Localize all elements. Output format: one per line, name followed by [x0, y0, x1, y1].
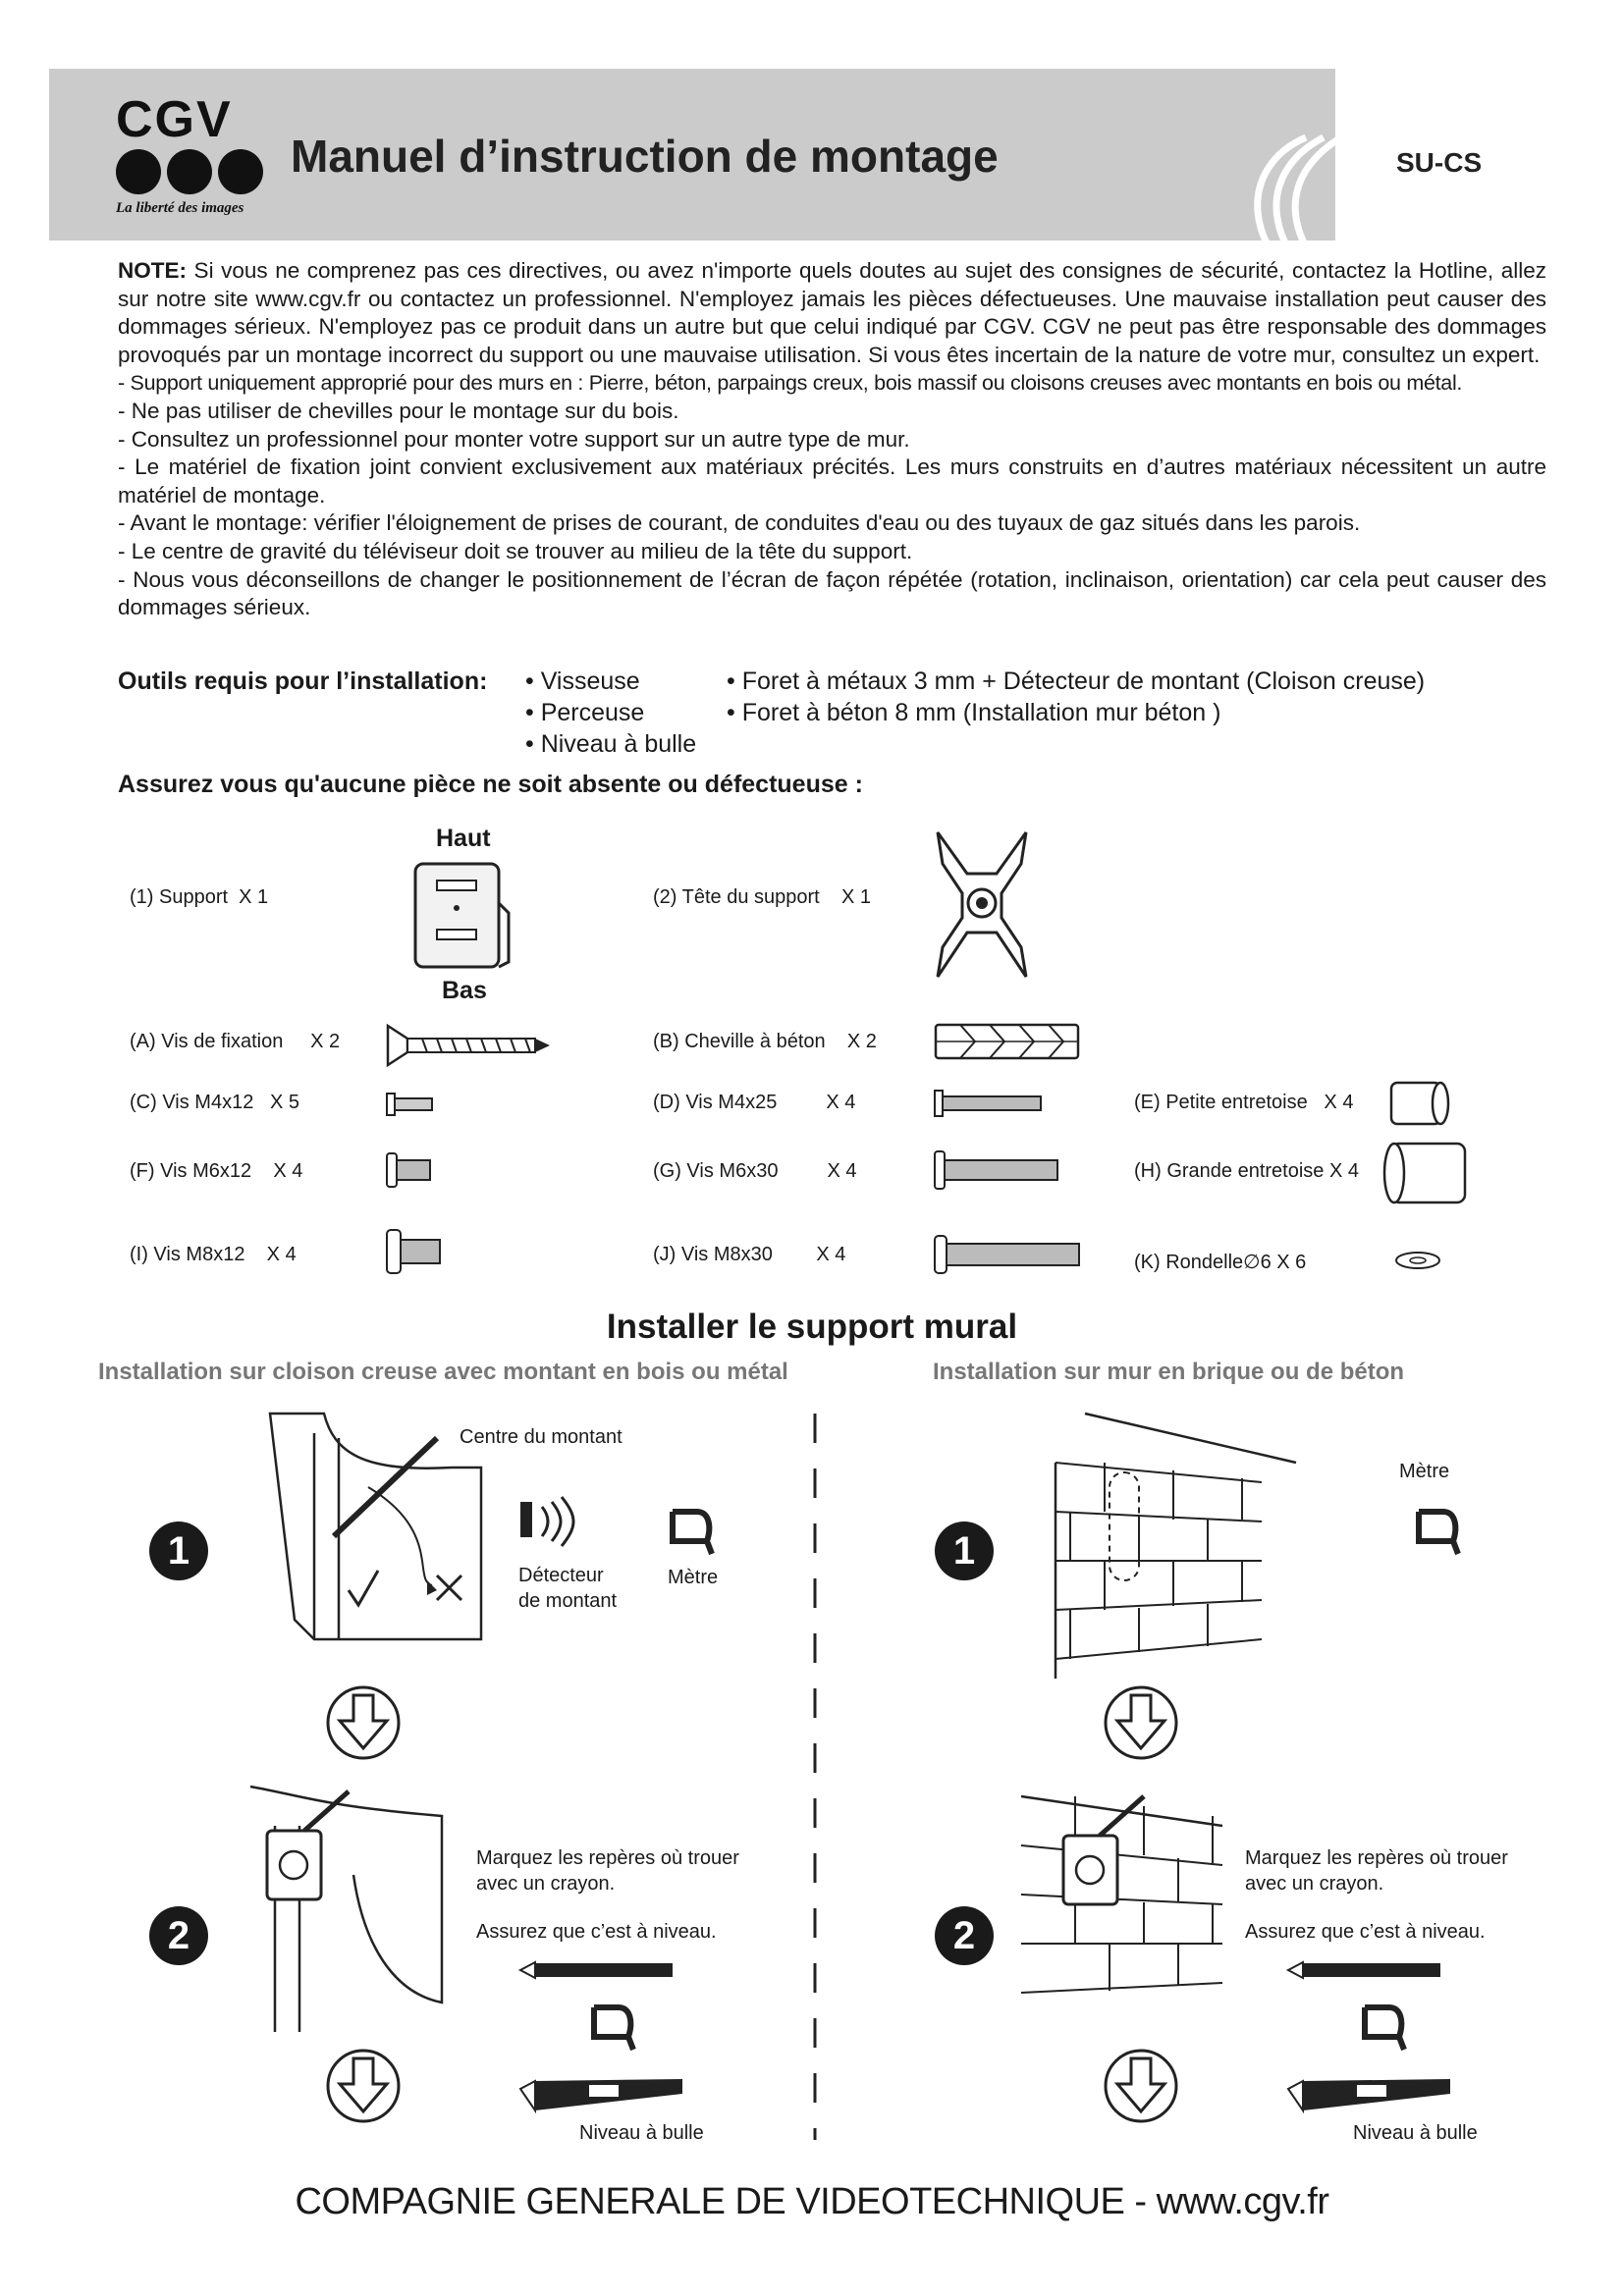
logo-brand: CGV — [116, 91, 233, 148]
note-line: - Le matériel de fixation joint convient exclusivement aux matériaux précités. Les murs construits en d’autres matériaux nécessitent un autre matériel de montage. — [118, 454, 1546, 507]
support-head-drawing — [928, 825, 1036, 982]
mark-label-left: Marquez les repères où trouer avec un crayon. — [476, 1847, 739, 1895]
plug-b-drawing — [931, 1017, 1088, 1066]
part-item: (1) Support X 1 — [130, 886, 269, 908]
part-item: (D) Vis M4x25 X 4 — [653, 1092, 856, 1113]
pencil-icon — [1288, 1960, 1445, 1980]
part-item: (G) Vis M6x30 X 4 — [653, 1160, 857, 1182]
step-2-badge: 2 — [149, 1906, 208, 1965]
tool-item: • Visseuse — [525, 667, 640, 695]
screw-j-drawing — [933, 1233, 1090, 1276]
screw-c-drawing — [385, 1090, 444, 1119]
stud-wall-mark-drawing — [245, 1787, 452, 2032]
model-code: SU-CS — [1396, 147, 1483, 178]
stud-wall-drawing — [265, 1414, 491, 1649]
tape-measure-icon — [1360, 2002, 1409, 2056]
page-title: Manuel d’instruction de montage — [291, 131, 999, 182]
tape-measure-icon — [668, 1507, 717, 1561]
logo-dots — [116, 149, 273, 194]
tool-item: • Niveau à bulle — [525, 730, 697, 758]
support-plate-drawing — [407, 859, 515, 972]
part-item: (2) Tête du support X 1 — [653, 886, 871, 908]
label-bas: Bas — [442, 977, 487, 1004]
spirit-level-icon — [1288, 2069, 1455, 2118]
part-item: (C) Vis M4x12 X 5 — [130, 1092, 300, 1113]
metre-label: Mètre — [668, 1567, 719, 1588]
note-line: - Avant le montage: vérifier l'éloignement de prises de courant, de conduites d'eau ou des tuyaux de gaz situés dans les parois. — [118, 510, 1361, 536]
detector-label: Détecteur de montant — [518, 1565, 618, 1612]
screw-i-drawing — [385, 1227, 454, 1276]
centre-label: Centre du montant — [460, 1426, 623, 1448]
part-item: (I) Vis M8x12 X 4 — [130, 1244, 297, 1265]
level-caption-left: Niveau à bulle — [579, 2122, 704, 2144]
note-line: - Support uniquement approprié pour des murs en : Pierre, béton, parpaings creux, bois massif ou cloisons creuses avec montants en bois ou métal. — [118, 371, 1463, 396]
swoosh-graphic — [1227, 137, 1335, 240]
part-item: (H) Grande entretoise X 4 — [1134, 1160, 1359, 1182]
note-line: - Nous vous déconseillons de changer le positionnement de l’écran de façon répétée (rotation, inclinaison, orientation) car cela peut causer des dommages sérieux. — [118, 566, 1546, 620]
logo-tagline: La liberté des images — [116, 200, 244, 216]
part-item: (F) Vis M6x12 X 4 — [130, 1160, 303, 1182]
screw-f-drawing — [385, 1150, 444, 1190]
tool-item: • Foret à métaux 3 mm + Détecteur de montant (Cloison creuse) — [727, 667, 1426, 695]
column-divider — [810, 1414, 820, 2140]
tools-list-1 — [525, 666, 696, 760]
note-line: - Consultez un professionnel pour monter votre support sur un autre type de mur. — [118, 426, 910, 452]
tape-measure-icon — [589, 2002, 638, 2056]
metre-label-right: Mètre — [1399, 1461, 1450, 1482]
part-item: (E) Petite entretoise X 4 — [1134, 1092, 1354, 1113]
note-line: - Ne pas utiliser de chevilles pour le montage sur du bois. — [118, 398, 679, 423]
part-item: (J) Vis M8x30 X 4 — [653, 1244, 846, 1265]
left-subtitle: Installation sur cloison creuse avec montant en bois ou métal — [98, 1359, 788, 1385]
tools-label: Outils requis pour l’installation: — [118, 667, 488, 695]
level-label-right: Assurez que c’est à niveau. — [1245, 1921, 1486, 1943]
down-arrow-icon — [1102, 2047, 1180, 2125]
spirit-level-icon — [520, 2069, 687, 2118]
tools-list-2 — [727, 666, 1425, 728]
step-1-badge: 1 — [149, 1522, 208, 1580]
tool-item: • Foret à béton 8 mm (Installation mur béton ) — [727, 699, 1221, 726]
tool-item: • Perceuse — [525, 699, 645, 726]
spacer-e-drawing — [1386, 1078, 1455, 1132]
spacer-h-drawing — [1380, 1139, 1478, 1207]
screw-g-drawing — [933, 1148, 1065, 1192]
note-line: - Le centre de gravité du téléviseur doit se trouver au milieu de la tête du support. — [118, 538, 913, 563]
install-title: Installer le support mural — [606, 1308, 1018, 1346]
level-caption-right: Niveau à bulle — [1353, 2122, 1478, 2144]
screw-a-drawing — [383, 1021, 560, 1070]
washer-k-drawing — [1392, 1249, 1446, 1273]
step-1-badge: 1 — [935, 1522, 994, 1580]
detector-icon — [520, 1492, 589, 1551]
label-haut: Haut — [436, 825, 491, 852]
tape-measure-icon — [1414, 1507, 1463, 1561]
brick-wall-mark-drawing — [1016, 1787, 1232, 2042]
note-intro: NOTE: Si vous ne comprenez pas ces directives, ou avez n'importe quels doutes au sujet des consignes de sécurité, contactez la Hotline, allez sur notre site www.cgv.fr ou contactez un professionnel. N'employez jamais les pièces défectueuses. Une mauvaise installation peut causer des dommages sérieux. N'employez pas ce produit dans un autre but que celui indiqué par CGV. CGV ne peut pas être responsable des dommages provoqués par un montage incorrect du support ou une mauvaise utilisation. Si vous êtes incertain de la nature de votre mur, consultez un expert. — [118, 258, 1546, 367]
pencil-icon — [520, 1960, 677, 1980]
part-item: (B) Cheville à béton X 2 — [653, 1031, 877, 1052]
right-subtitle: Installation sur mur en brique ou de béton — [933, 1359, 1405, 1385]
brick-wall-drawing — [1036, 1414, 1301, 1698]
parts-check-title: Assurez vous qu'aucune pièce ne soit absente ou défectueuse : — [118, 771, 863, 798]
footer-company: COMPAGNIE GENERALE DE VIDEOTECHNIQUE - www.cgv.fr — [295, 2181, 1329, 2222]
safety-note — [118, 257, 1546, 622]
screw-d-drawing — [933, 1088, 1051, 1119]
down-arrow-icon — [1102, 1683, 1180, 1762]
mark-label-right: Marquez les repères où trouer avec un crayon. — [1245, 1847, 1508, 1895]
cgv-logo — [116, 91, 273, 217]
part-item: (A) Vis de fixation X 2 — [130, 1031, 341, 1052]
level-label-left: Assurez que c’est à niveau. — [476, 1921, 717, 1943]
part-item: (K) Rondelle∅6 X 6 — [1134, 1252, 1307, 1273]
down-arrow-icon — [324, 1683, 403, 1762]
step-2-badge: 2 — [935, 1906, 994, 1965]
down-arrow-icon — [324, 2047, 403, 2125]
